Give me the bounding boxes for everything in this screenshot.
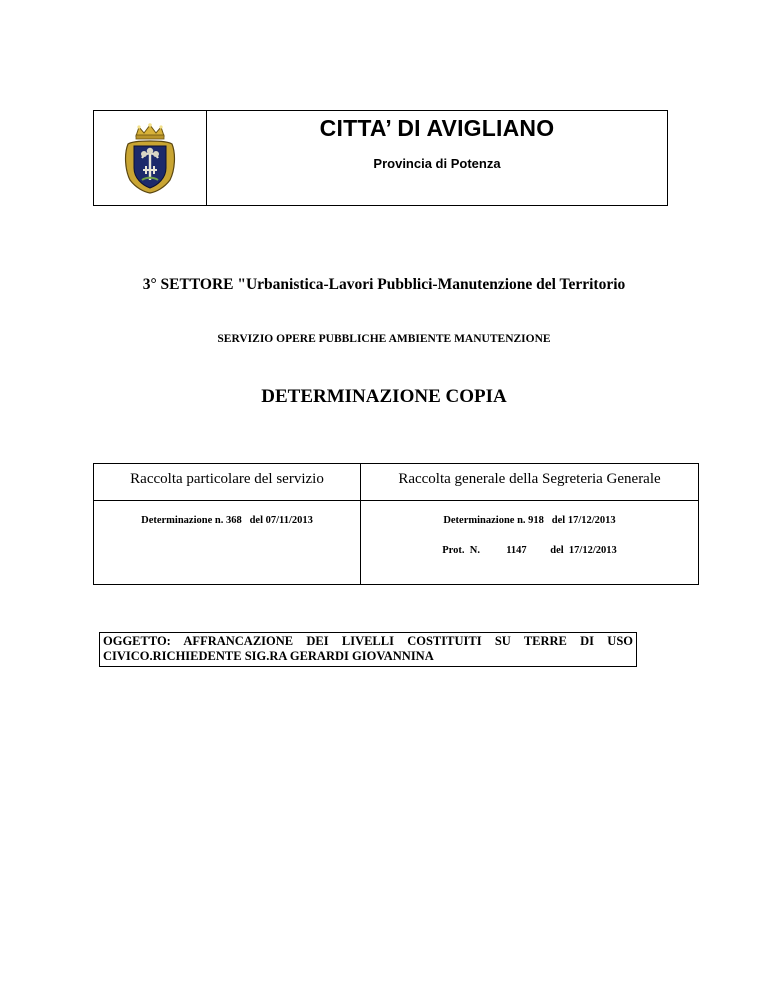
- sector-heading: 3° SETTORE "Urbanistica-Lavori Pubblici-Manutenzione del Territorio: [142, 276, 626, 293]
- registry-right-heading: Raccolta generale della Segreteria Generale: [361, 464, 698, 501]
- registry-table: [93, 463, 699, 585]
- city-title: CITTA’ DI AVIGLIANO: [319, 115, 555, 141]
- province-subtitle: Provincia di Potenza: [373, 156, 501, 171]
- registry-left-column: [94, 464, 361, 584]
- registry-left-heading: Raccolta particolare del servizio: [94, 464, 360, 501]
- service-heading: SERVIZIO OPERE PUBBLICHE AMBIENTE MANUTENZIONE: [217, 333, 551, 345]
- letterhead-title-cell: [207, 111, 667, 205]
- registry-left-determination: Determinazione n. 368 del 07/11/2013: [141, 515, 313, 526]
- oggetto-box: OGGETTO: AFFRANCAZIONE DEI LIVELLI COSTITUITI SU TERRE DI USO CIVICO.RICHIEDENTE SIG.RA GERARDI GIOVANNINA: [99, 632, 637, 667]
- determination-title: DETERMINAZIONE COPIA: [261, 386, 507, 407]
- crest-cell: [94, 111, 207, 205]
- letterhead-box: [93, 110, 668, 206]
- coat-of-arms-icon: [122, 122, 178, 194]
- registry-right-column: [361, 464, 698, 584]
- registry-right-determination: Determinazione n. 918 del 17/12/2013: [443, 515, 616, 526]
- registry-right-protocol: Prot. N. 1147 del 17/12/2013: [442, 545, 617, 556]
